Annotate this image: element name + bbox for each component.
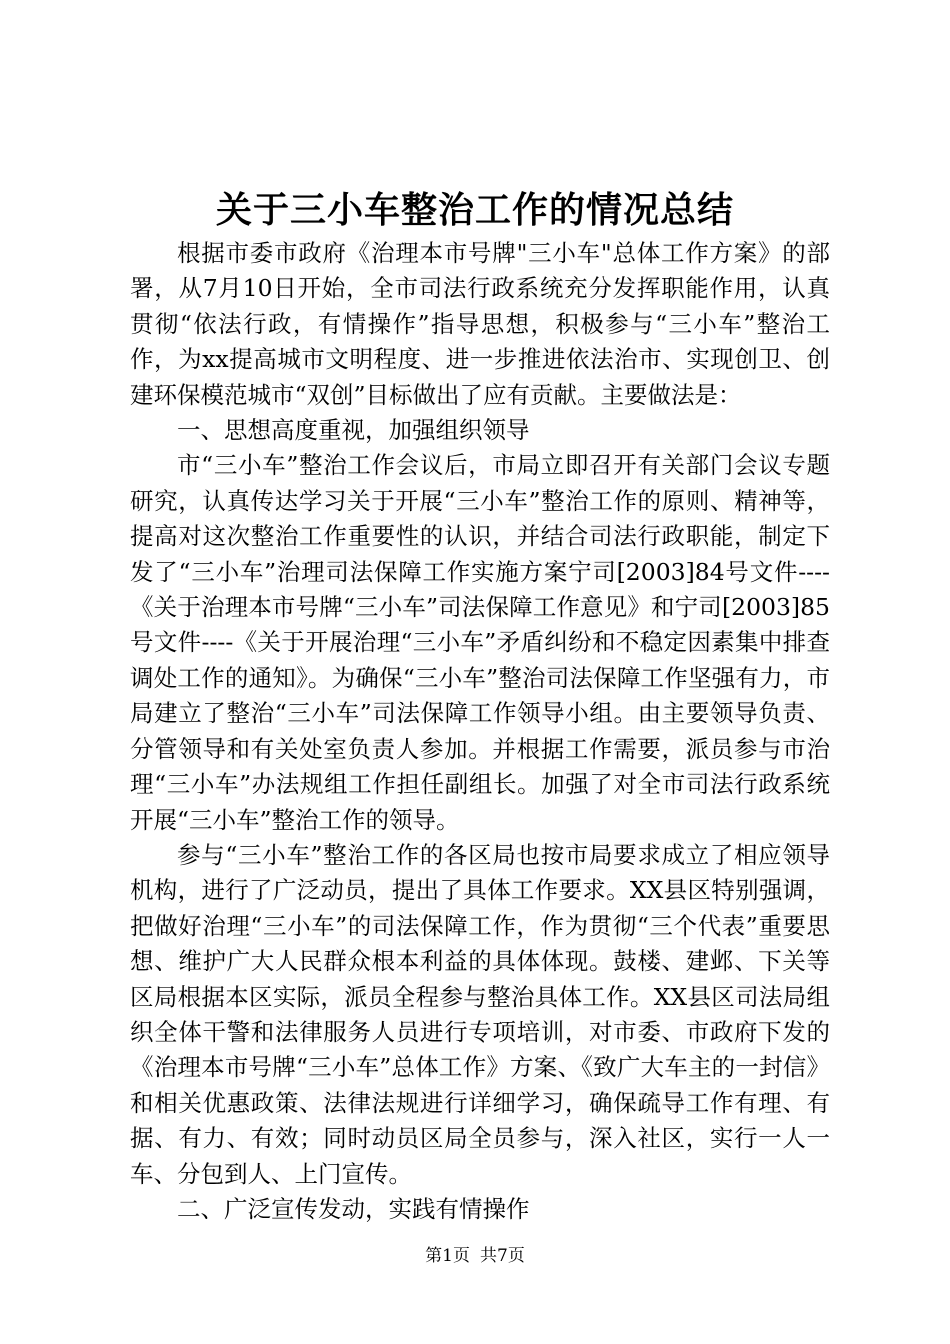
paragraph-section-1b: 参与“三小车”整治工作的各区局也按市局要求成立了相应领导机构，进行了广泛动员，提出了具体工作要求。XX县区特别强调，把做好治理“三小车”的司法保障工作，作为贯彻“三个代表”重要思想、维护广大人民群众根本利益的具体体现。鼓楼、建邺、下关等区局根据本区实际，派员全程参与整治具体工作。XX县区司法局组织全体干警和法律服务人员进行专项培训，对市委、市政府下发的《治理本市号牌“三小车”总体工作》方案、《致广大车主的一封信》和相关优惠政策、法律法规进行详细学习，确保疏导工作有理、有据、有力、有效；同时动员区局全员参与，深入社区，实行一人一车、分包到人、上门宣传。 <box>130 840 830 1188</box>
paragraph-intro: 根据市委市政府《治理本市号牌"三小车"总体工作方案》的部署，从7月10日开始，全市司法行政系统充分发挥职能作用，认真贯彻“依法行政，有情操作”指导思想，积极参与“三小车”整治工作，为xx提高城市文明程度、进一步推进依法治市、实现创卫、创建环保模范城市“双创”目标做出了应有贡献。主要做法是： <box>130 239 830 409</box>
section-heading-1: 一、思想高度重视，加强组织领导 <box>177 416 530 445</box>
document-body <box>130 236 830 1227</box>
page-footer <box>0 1244 950 1268</box>
page-number: 第1页 <box>425 1246 470 1266</box>
paragraph-section-1a: 市“三小车”整治工作会议后，市局立即召开有关部门会议专题研究，认真传达学习关于开展“三小车”整治工作的原则、精神等，提高对这次整治工作重要性的认识，并结合司法行政职能，制定下发了“三小车”治理司法保障工作实施方案宁司[2003]84号文件----《关于治理本市号牌“三小车”司法保障工作意见》和宁司[2003]85号文件----《关于开展治理“三小车”矛盾纠纷和不稳定因素集中排查调处工作的通知》。为确保“三小车”整治司法保障工作坚强有力，市局建立了整治“三小车”司法保障工作领导小组。由主要领导负责、分管领导和有关处室负责人参加。并根据工作需要，派员参与市治理“三小车”办法规组工作担任副组长。加强了对全市司法行政系统开展“三小车”整治工作的领导。 <box>130 451 830 834</box>
section-heading-2: 二、广泛宣传发动，实践有情操作 <box>177 1194 530 1223</box>
page-total: 共7页 <box>480 1246 525 1266</box>
document-title: 关于三小车整治工作的情况总结 <box>215 189 734 231</box>
